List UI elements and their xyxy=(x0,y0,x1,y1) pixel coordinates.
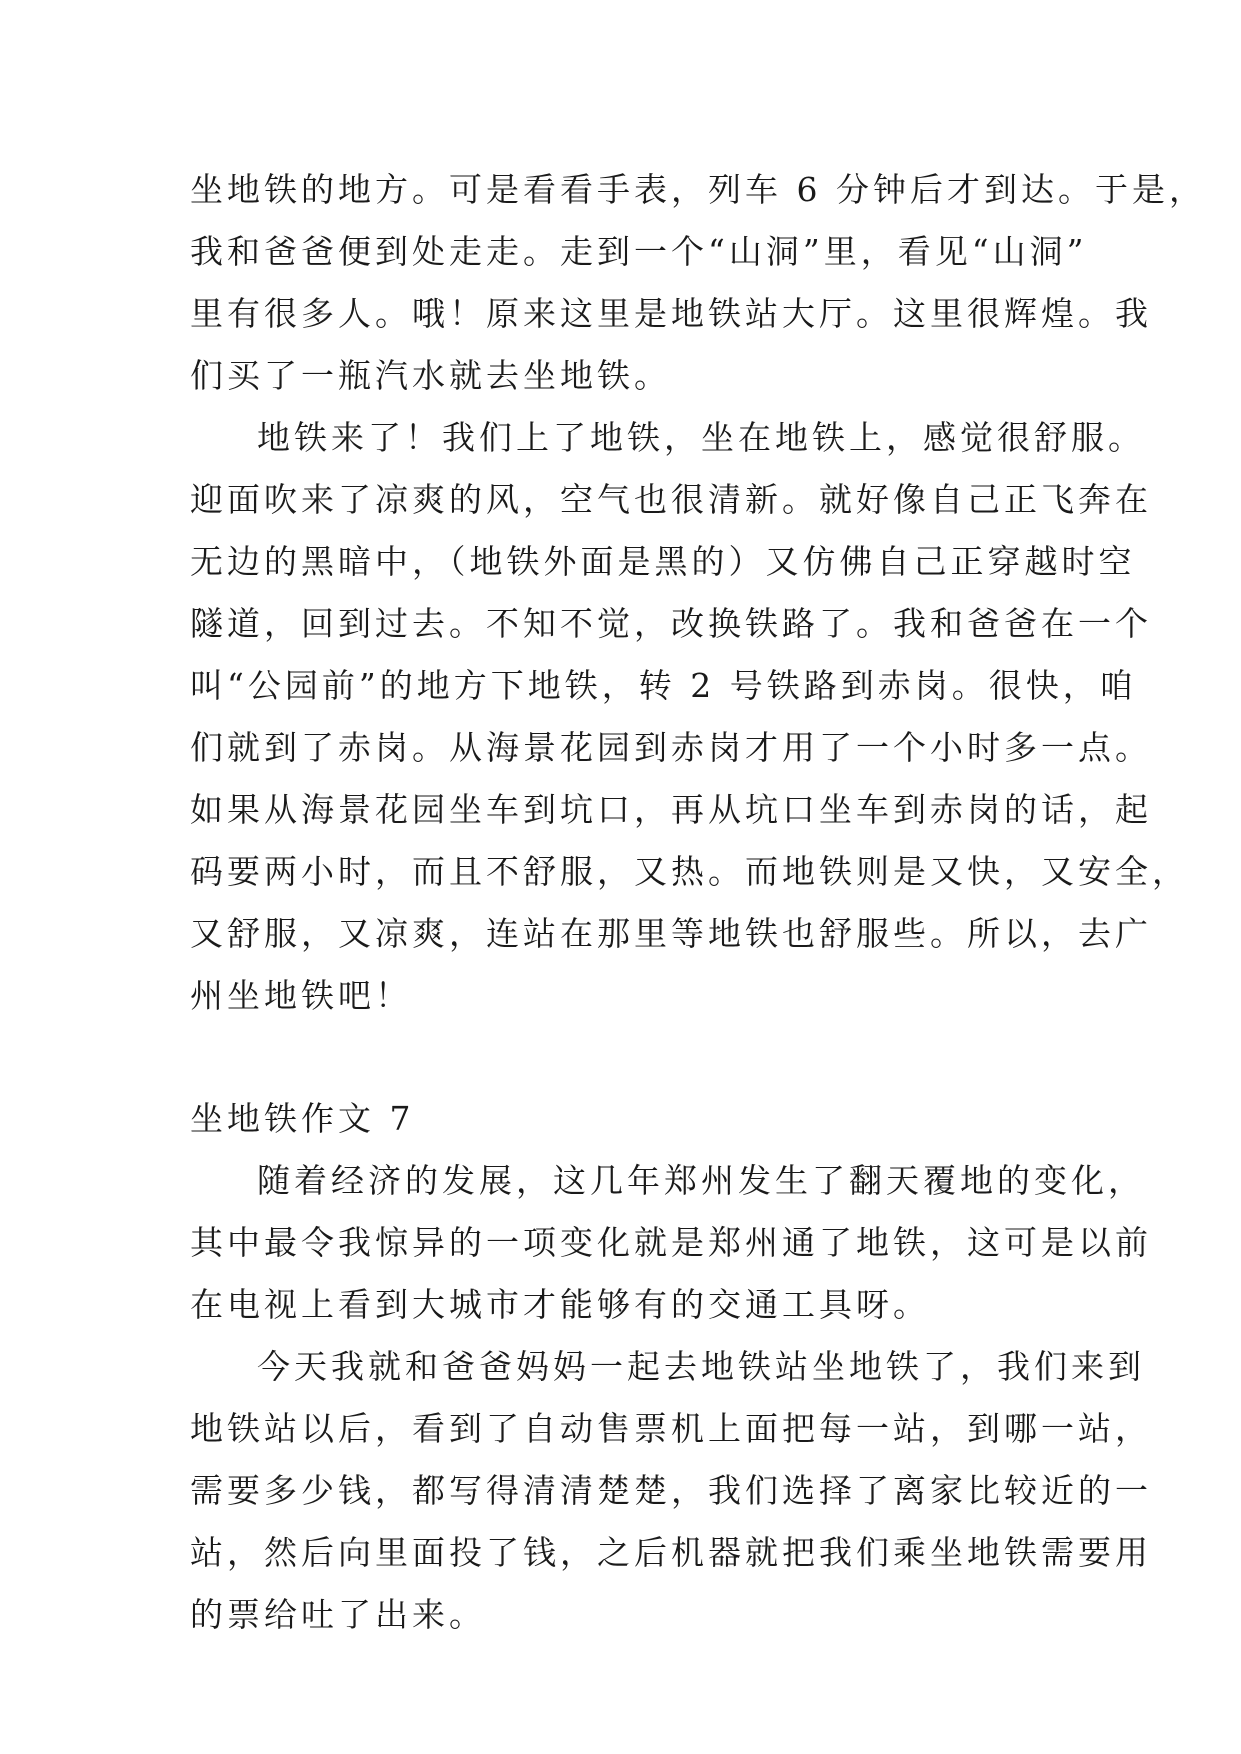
text-line: 们买了一瓶汽水就去坐地铁。 xyxy=(190,356,671,395)
section-title: 坐地铁作文 7 xyxy=(190,1099,415,1138)
text-line: 的票给吐了出来。 xyxy=(190,1595,486,1634)
paragraph-start-line: 地铁来了！我们上了地铁，坐在地铁上，感觉很舒服。 xyxy=(257,418,1145,457)
paragraph-start-line: 随着经济的发展，这几年郑州发生了翻天覆地的变化， xyxy=(257,1161,1145,1200)
text-line: 地铁站以后，看到了自动售票机上面把每一站，到哪一站， xyxy=(190,1409,1152,1448)
text-line: 们就到了赤岗。从海景花园到赤岗才用了一个小时多一点。 xyxy=(190,728,1152,767)
text-line: 无边的黑暗中，（地铁外面是黑的）又仿佛自己正穿越时空 xyxy=(190,542,1136,581)
text-line: 州坐地铁吧！ xyxy=(190,976,412,1015)
paragraph-start-line: 今天我就和爸爸妈妈一起去地铁站坐地铁了，我们来到 xyxy=(257,1347,1145,1386)
text-line: 隧道，回到过去。不知不觉，改换铁路了。我和爸爸在一个 xyxy=(190,604,1152,643)
text-line: 站，然后向里面投了钱，之后机器就把我们乘坐地铁需要用 xyxy=(190,1533,1152,1572)
text-line: 叫“公园前”的地方下地铁，转 2 号铁路到赤岗。很快，咱 xyxy=(190,666,1137,705)
text-line: 如果从海景花园坐车到坑口，再从坑口坐车到赤岗的话，起 xyxy=(190,790,1152,829)
text-line: 坐地铁的地方。可是看看手表，列车 6 分钟后才到达。于是， xyxy=(190,170,1206,209)
text-line: 我和爸爸便到处走走。走到一个“山洞”里，看见“山洞” xyxy=(190,232,1088,271)
text-line: 里有很多人。哦！原来这里是地铁站大厅。这里很辉煌。我 xyxy=(190,294,1152,333)
text-line: 迎面吹来了凉爽的风，空气也很清新。就好像自己正飞奔在 xyxy=(190,480,1152,519)
text-line: 需要多少钱，都写得清清楚楚，我们选择了离家比较近的一 xyxy=(190,1471,1152,1510)
text-line: 其中最令我惊异的一项变化就是郑州通了地铁，这可是以前 xyxy=(190,1223,1152,1262)
text-line: 在电视上看到大城市才能够有的交通工具呀。 xyxy=(190,1285,930,1324)
text-line: 码要两小时，而且不舒服，又热。而地铁则是又快，又安全， xyxy=(190,852,1189,891)
text-line: 又舒服，又凉爽，连站在那里等地铁也舒服些。所以，去广 xyxy=(190,914,1152,953)
